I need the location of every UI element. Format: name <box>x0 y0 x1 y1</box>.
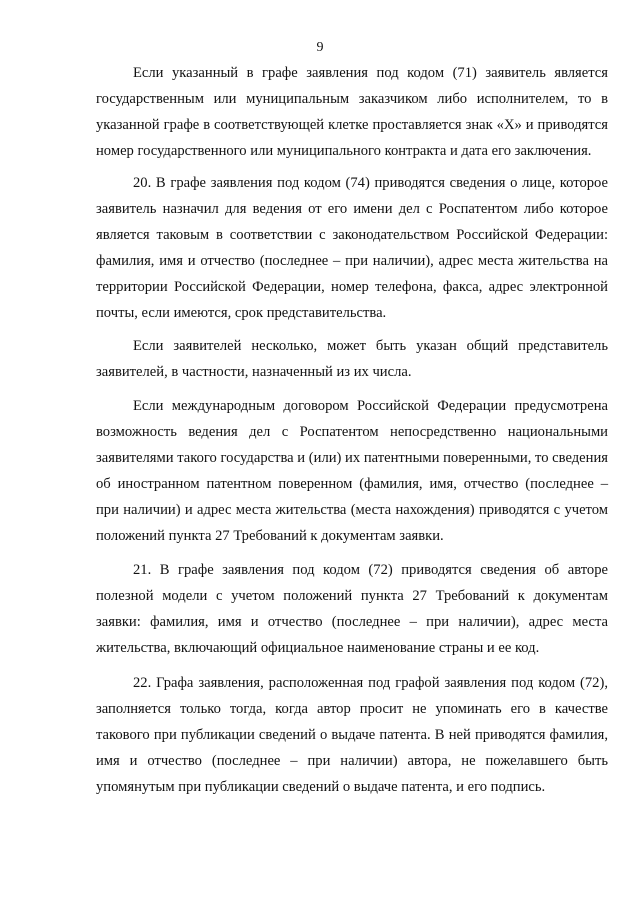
page-number: 9 <box>316 40 324 55</box>
paragraph-22-anonymous-author: 22. Графа заявления, расположенная под графой заявления под кодом (72), заполняется только тогда, когда автор просит не упоминать его в качестве такового при публикации сведений о выдаче патента. В ней приводятся фамилия, имя и отчество (последнее – при наличии) автора, не пожелавшего быть упомянутым при публикации сведений о выдаче патента, и его подпись. <box>96 675 608 795</box>
paragraph-20-representative: 20. В графе заявления под кодом (74) приводятся сведения о лице, которое заявитель назначил для ведения от его имени дел с Роспатентом либо которое является таковым в соответствии с законодательством Российской Федерации: фамилия, имя и отчество (последнее – при наличии), адрес места жительства на территории Российской Федерации, номер телефона, факса, адрес электронной почты, если имеются, срок представительства. <box>96 175 608 321</box>
paragraph-contract-sign: Если указанный в графе заявления под кодом (71) заявитель является государственным или муниципальным заказчиком либо исполнителем, то в указанной графе в соответствующей клетке проставляется знак «Х» и приводятся номер государственного или муниципального контракта и дата его заключения. <box>96 65 608 159</box>
document-body <box>96 60 608 800</box>
paragraph-international-treaty: Если международным договором Российской Федерации предусмотрена возможность ведения дел с Роспатентом непосредственно национальными заявителями такого государства и (или) их патентными поверенными, то сведения об иностранном патентном поверенном (фамилия, имя, отчество (последнее – при наличии) и адрес места жительства (места нахождения) приводятся с учетом положений пункта 27 Требований к документам заявки. <box>96 398 608 544</box>
paragraph-common-representative: Если заявителей несколько, может быть указан общий представитель заявителей, в частности, назначенный из их числа. <box>96 338 608 380</box>
paragraph-21-author: 21. В графе заявления под кодом (72) приводятся сведения об авторе полезной модели с учетом положений пункта 27 Требований к документам заявки: фамилия, имя и отчество (последнее – при наличии), адрес места жительства, включающий официальное наименование страны и ее код. <box>96 562 608 656</box>
